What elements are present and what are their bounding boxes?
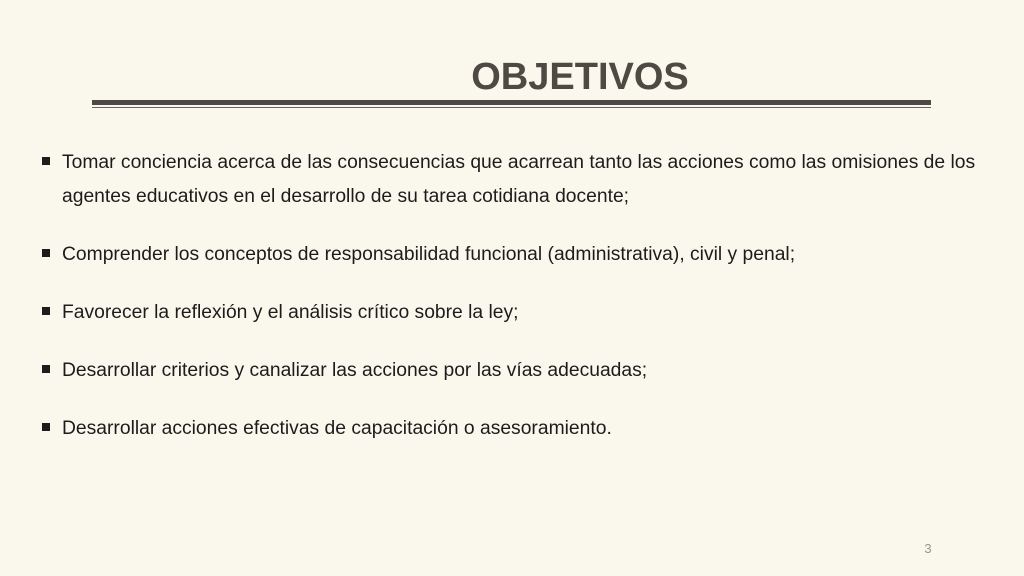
list-item-text: Tomar conciencia acerca de las consecuencias que acarrean tanto las acciones como las omisiones de los agentes educativos en el desarrollo de su tarea cotidiana docente; bbox=[62, 152, 976, 207]
list-item bbox=[42, 354, 1022, 388]
list-item bbox=[42, 146, 1022, 214]
list-item-text: Favorecer la reflexión y el análisis crítico sobre la ley; bbox=[62, 302, 519, 323]
square-bullet-icon bbox=[42, 423, 50, 431]
list-item-text: Desarrollar criterios y canalizar las acciones por las vías adecuadas; bbox=[62, 360, 648, 381]
title-underline-thin bbox=[92, 107, 931, 108]
slide-title: OBJETIVOS bbox=[471, 56, 689, 98]
list-item bbox=[42, 296, 1022, 330]
square-bullet-icon bbox=[42, 157, 50, 165]
list-item-text: Desarrollar acciones efectivas de capacitación o asesoramiento. bbox=[62, 418, 612, 439]
objectives-list bbox=[42, 146, 1022, 470]
square-bullet-icon bbox=[42, 365, 50, 373]
list-item bbox=[42, 412, 1022, 446]
square-bullet-icon bbox=[42, 307, 50, 315]
title-underline-thick bbox=[92, 100, 931, 105]
list-item bbox=[42, 238, 1022, 272]
list-item-text: Comprender los conceptos de responsabilidad funcional (administrativa), civil y penal; bbox=[62, 244, 796, 265]
square-bullet-icon bbox=[42, 249, 50, 257]
page-number: 3 bbox=[924, 541, 932, 556]
